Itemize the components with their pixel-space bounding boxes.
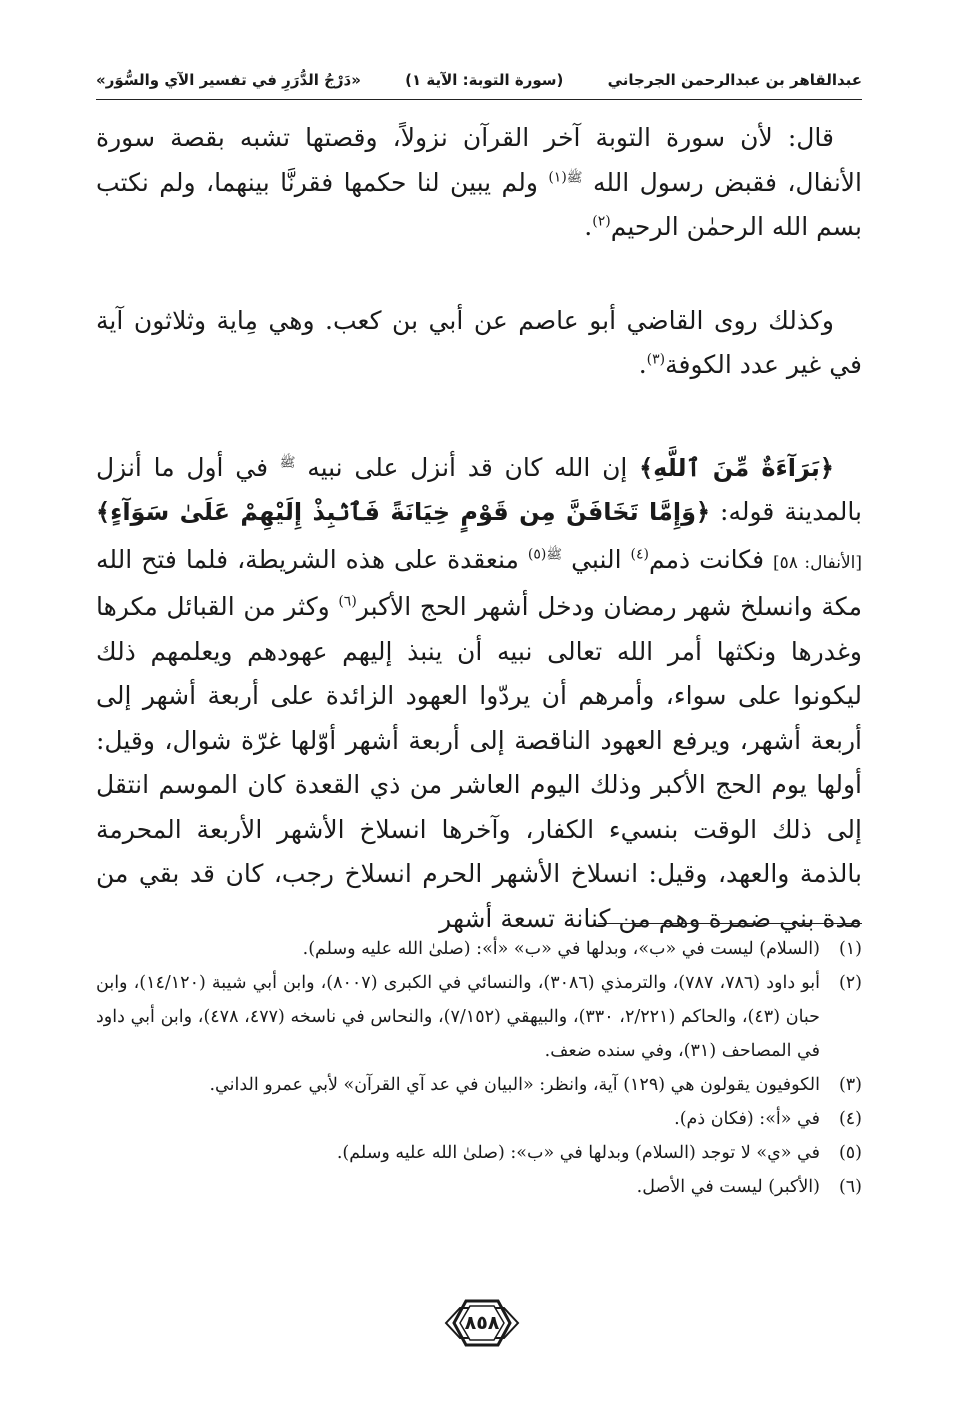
- footnote-text: (السلام) ليست في «ب»، وبدلها في «ب» «أ»: (صلىٰ الله عليه وسلم).: [302, 939, 820, 959]
- footnote-5: [96, 1136, 862, 1170]
- text-run: وكثر من القبائل مكرها وغدرها ونكثها أمر الله تعالى نبيه أن ينبذ إليهم عهودهم ويعلمهم ذلك ليكونوا على سواء، وأمرهم أن يردّوا العهود الزائدة على أربعة أشهر إلى أربعة أشهر، ويرفع العهود الناقصة إلى أربعة أشهر أوّلها غرّة شوال، وقيل: أولها يوم الحج الأكبر وذلك اليوم العاشر من ذي القعدة كان الموسم انتقل إلى ذلك الوقت بنسيء الكفار، وآخرها انسلاخ الأشهر الأربعة المحرمة بالذمة والعهد، وقيل: انسلاخ الأشهر الحرم انسلاخ رجب، كان قد بقي من مدة بني ضمرة وهم من كنانة تسعة أشهر: [96, 592, 862, 933]
- footnote-number: (٢): [838, 973, 862, 993]
- text-run: ولم يبين لنا حكمها فقرنَّا بينهما، ولم نكتب بسم الله الرحمٰن الرحيم: [96, 167, 862, 241]
- quran-verse: ﴿وَإِمَّا تَخَافَنَّ مِن قَوْمٍ خِيَانَةً فَٱنۢبِذْ إِلَيْهِمْ عَلَىٰ سَوَآءٍ﴾: [96, 498, 711, 526]
- paragraph-1: [96, 116, 862, 250]
- footnote-ref-3: (٣): [646, 351, 666, 368]
- quran-verse: ﴿بَرَآءَةٌ مِّنَ ٱللَّهِ﴾: [639, 453, 834, 482]
- header-book-title: «دَرْجُ الدُّرَرِ في تفسير الآي والسُّوَر»: [96, 71, 361, 89]
- salutation-ligature: ﷺ: [566, 170, 583, 186]
- text-run: .: [638, 350, 647, 379]
- verse-reference: [الأنفال: ٥٨]: [773, 552, 862, 573]
- footnote-ref-4: (٤): [630, 546, 650, 563]
- footnotes: [96, 932, 862, 1204]
- footnote-text: الكوفيون يقولون هي (١٢٩) آية، وانظر: «البيان في عد آي القرآن» لأبي عمرو الداني.: [209, 1075, 820, 1095]
- paragraph-2: [96, 299, 862, 388]
- footnote-text: في «أ»: (فكان ذم).: [674, 1109, 820, 1129]
- footnote-number: (٥): [838, 1143, 862, 1163]
- text-run: منعقدة على هذه الشريطة، فلما فتح الله مكة وانسلخ شهر رمضان ودخل أشهر الحج الأكبر: [96, 544, 862, 621]
- salutation-ligature: ﷺ: [546, 547, 563, 563]
- footnote-text: في «ي» لا توجد (السلام) وبدلها في «ب»: (صلىٰ الله عليه وسلم).: [336, 1143, 820, 1163]
- footnote-2: [96, 966, 862, 1068]
- footnote-ref-6: (٦): [338, 593, 357, 610]
- page-number: ٨٥٨: [464, 1312, 500, 1334]
- footnote-ref-5: (٥): [527, 546, 547, 563]
- running-header: [96, 62, 862, 98]
- text-run: فكانت ذمم: [649, 544, 774, 574]
- page-number-ornament: [434, 1292, 530, 1354]
- text-run: .: [584, 212, 593, 241]
- header-section: (سورة التوبة: الآية ١): [405, 71, 564, 89]
- footnote-6: [96, 1170, 862, 1204]
- footnote-number: (٤): [838, 1109, 862, 1129]
- text-run: إن الله كان قد أنزل على نبيه: [295, 452, 640, 482]
- main-text: [96, 116, 862, 941]
- footnote-divider: [598, 923, 862, 924]
- footnote-number: (١): [838, 939, 862, 959]
- text-run: النبي: [562, 544, 631, 574]
- footnote-number: (٣): [838, 1075, 862, 1095]
- paragraph-3: [96, 446, 862, 942]
- salutation-ligature: ﷺ: [279, 455, 296, 471]
- footnote-4: [96, 1102, 862, 1136]
- text-run: وكذلك روى القاضي أبو عاصم عن أبي بن كعب. وهي مِاية وثلاثون آية في غير عدد الكوفة: [96, 305, 862, 379]
- footnote-3: [96, 1068, 862, 1102]
- footnote-ref-2: (٢): [592, 213, 611, 230]
- footnote-number: (٦): [838, 1177, 862, 1197]
- footnote-text: (الأكبر) ليست في الأصل.: [636, 1177, 820, 1197]
- footnote-ref-1: (١): [548, 169, 567, 186]
- header-divider: [96, 99, 862, 100]
- header-author: عبدالقاهر بن عبدالرحمن الجرجاني: [607, 71, 862, 89]
- text-run: قال: لأن سورة التوبة آخر القرآن نزولاً، وقصتها تشبه بقصة سورة الأنفال، فقبض رسول الله: [96, 123, 862, 197]
- footnote-1: [96, 932, 862, 966]
- footnote-text: أبو داود (٧٨٦، ٧٨٧)، والترمذي (٣٠٨٦)، والنسائي في الكبرى (٨٠٠٧)، وابن أبي شيبة (١٤/١٢٠)، وابن حبان (٤٣)، والحاكم (٢/٢٢١، ٣٣٠)، والبيهقي (٧/١٥٢)، والنحاس في ناسخه (٤٧٧، ٤٧٨)، وابن أبي داود في المصاحف (٣١)، وفي سنده ضعف.: [96, 973, 821, 1061]
- text-run: في أول ما أنزل بالمدينة قوله:: [96, 452, 862, 526]
